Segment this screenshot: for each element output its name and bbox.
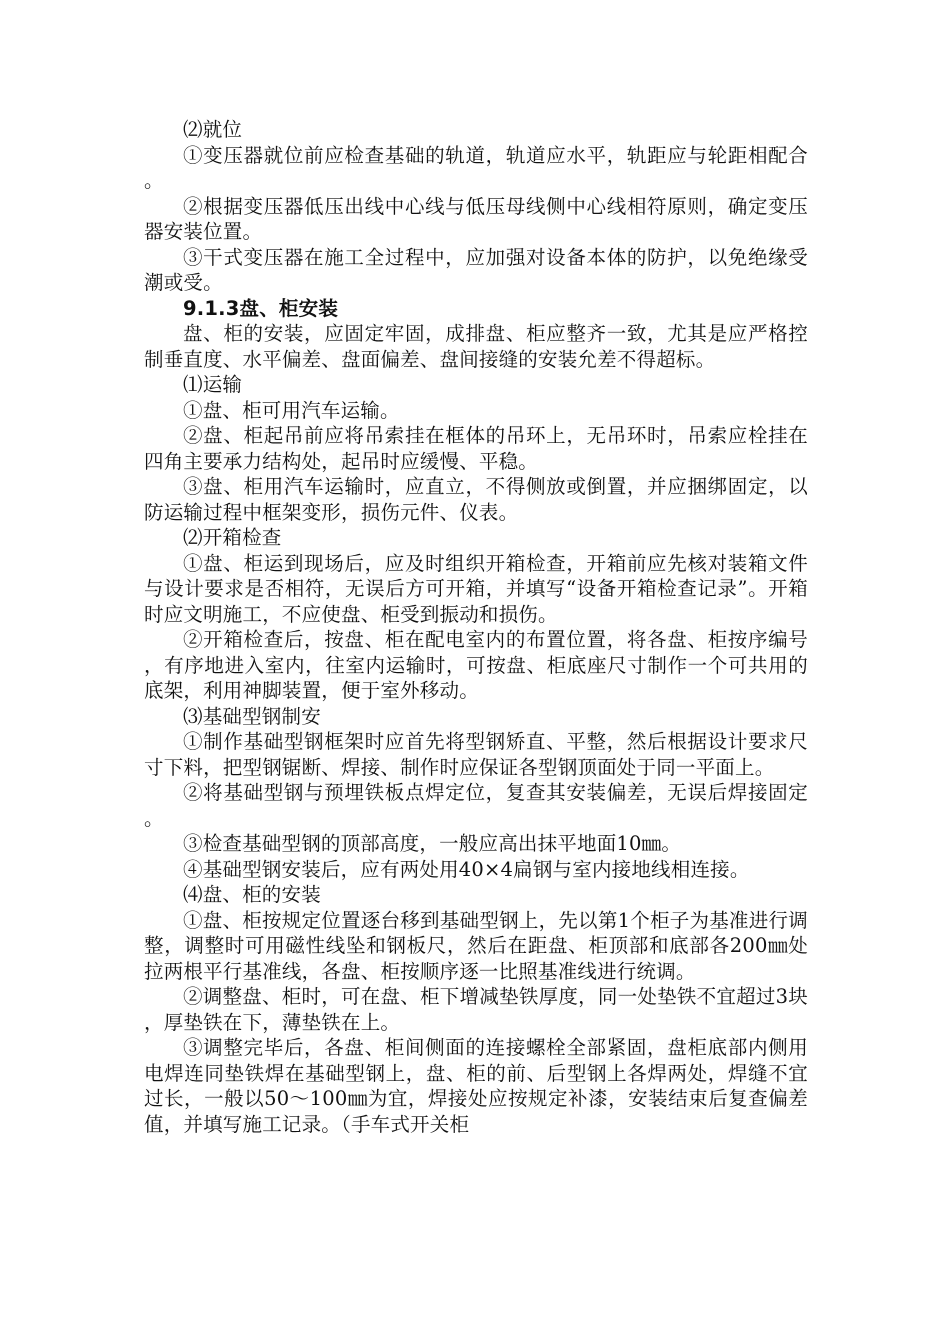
subsection-title: ⑷盘、柜的安装 (183, 883, 321, 906)
paragraph: ①盘、柜运到现场后，应及时组织开箱检查，开箱前应先核对装箱文件与设计要求是否相符，无误后方可开箱，并填写“设备开箱检查记录”。开箱时应文明施工，不应使盘、柜受到振动和损伤。 (144, 551, 808, 626)
paragraph: ②调整盘、柜时，可在盘、柜下增减垫铁厚度，同一处垫铁不宜超过3块，厚垫铁在下，薄垫铁在上。 (144, 985, 808, 1034)
paragraph: ①制作基础型钢框架时应首先将型钢矫直、平整，然后根据设计要求尺寸下料，把型钢锯断、焊接、制作时应保证各型钢顶面处于同一平面上。 (144, 730, 808, 779)
paragraph: ①变压器就位前应检查基础的轨道，轨道应水平，轨距应与轮距相配合。 (144, 143, 808, 192)
subsection-title: ⑵就位 (183, 118, 243, 141)
paragraph: ①盘、柜按规定位置逐台移到基础型钢上，先以第1个柜子为基准进行调整，调整时可用磁性线坠和钢板尺，然后在距盘、柜顶部和底部各200㎜处拉两根平行基准线，各盘、柜按顺序逐一比照基准线进行统调。 (144, 908, 808, 983)
paragraph: ③盘、柜用汽车运输时，应直立，不得侧放或倒置，并应捆绑固定，以防运输过程中框架变形，损伤元件、仪表。 (144, 475, 808, 524)
section-heading: 9.1.3盘、柜安装 (183, 296, 339, 320)
paragraph: ③调整完毕后，各盘、柜间侧面的连接螺栓全部紧固，盘柜底部内侧用电焊连同垫铁焊在基础型钢上，盘、柜的前、后型钢上各焊两处，焊缝不宜过长，一般以50～100㎜为宜，焊接处应按规定补漆，安装结束后复查偏差值，并填写施工记录。（手车式开关柜 (144, 1036, 808, 1136)
paragraph: ②盘、柜起吊前应将吊索挂在框体的吊环上，无吊环时，吊索应栓挂在四角主要承力结构处，起吊时应缓慢、平稳。 (144, 424, 808, 473)
paragraph: ②将基础型钢与预埋铁板点焊定位，复查其安装偏差，无误后焊接固定。 (144, 781, 808, 830)
paragraph: 盘、柜的安装，应固定牢固，成排盘、柜应整齐一致，尤其是应严格控制垂直度、水平偏差、盘面偏差、盘间接缝的安装允差不得超标。 (144, 322, 808, 371)
document-body (144, 117, 808, 1137)
paragraph: ②根据变压器低压出线中心线与低压母线侧中心线相符原则，确定变压器安装位置。 (144, 194, 808, 243)
subsection-title: ⑴运输 (183, 373, 243, 396)
paragraph: ②开箱检查后，按盘、柜在配电室内的布置位置，将各盘、柜按序编号，有序地进入室内，往室内运输时，可按盘、柜底座尺寸制作一个可共用的底架，利用神脚装置，便于室外移动。 (144, 628, 808, 702)
paragraph: ①盘、柜可用汽车运输。 (183, 398, 400, 422)
paragraph: ④基础型钢安装后，应有两处用40×4扁钢与室内接地线相连接。 (183, 857, 750, 881)
subsection-title: ⑶基础型钢制安 (183, 704, 321, 728)
paragraph: ③检查基础型钢的顶部高度，一般应高出抹平地面10㎜。 (183, 832, 682, 855)
subsection-title: ⑵开箱检查 (183, 526, 282, 549)
paragraph: ③干式变压器在施工全过程中，应加强对设备本体的防护，以免绝缘受潮或受。 (144, 245, 808, 294)
